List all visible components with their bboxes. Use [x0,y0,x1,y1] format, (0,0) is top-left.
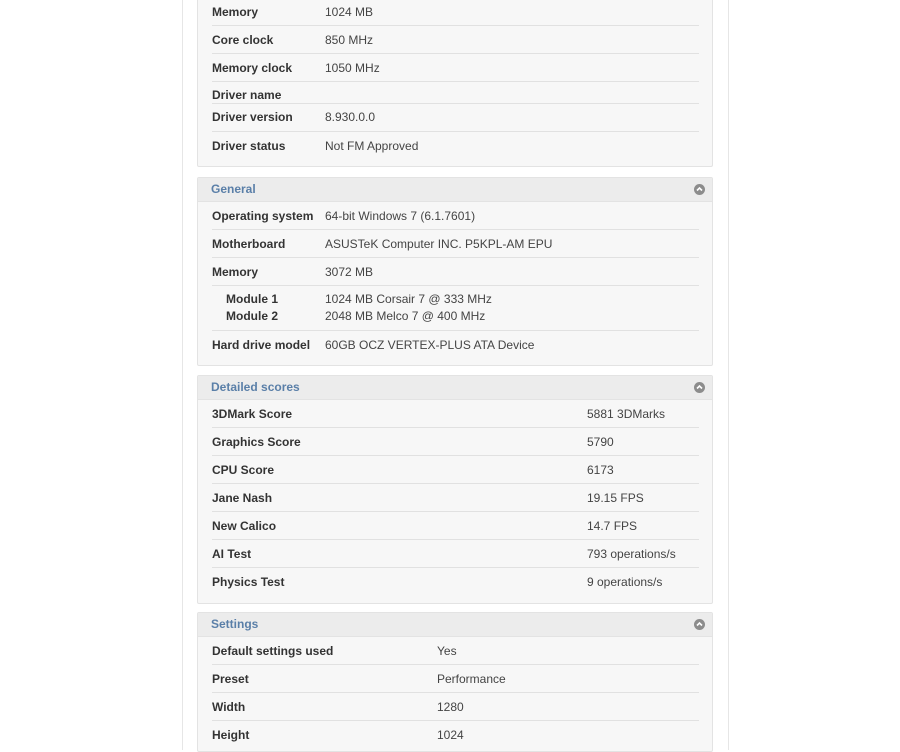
row-value: Not FM Approved [325,139,419,153]
setting-row-preset [212,665,699,693]
core-clock-row [212,26,699,54]
setting-label: Preset [212,672,249,686]
collapse-up-icon[interactable] [694,382,705,393]
module-1-value: 1024 MB Corsair 7 @ 333 MHz [325,292,492,306]
score-value: 14.7 FPS [587,519,638,533]
gpu-memory-row [212,0,699,26]
operating-system-row [212,202,699,230]
score-row-physics-test [212,568,699,596]
row-value: 60GB OCZ VERTEX-PLUS ATA Device [325,338,535,352]
setting-value: 1024 [437,728,464,742]
score-row-graphics [212,428,699,456]
driver-name-row [212,82,699,104]
panel-title: General [211,182,256,196]
score-row-jane-nash [212,484,699,512]
score-label: CPU Score [212,463,275,477]
memory-clock-row [212,54,699,82]
row-label: Memory clock [212,61,293,75]
score-label: Jane Nash [212,491,273,505]
score-label: 3DMark Score [212,407,293,421]
score-label: New Calico [212,519,277,533]
row-label: Motherboard [212,237,286,251]
module-1-label: Module 1 [226,292,279,306]
detailed-scores-panel-header[interactable] [198,376,712,400]
row-value: 64-bit Windows 7 (6.1.7601) [325,209,476,223]
setting-value: Performance [437,672,506,686]
detailed-scores-panel [197,375,713,604]
general-panel [197,177,713,366]
graphics-card-panel [197,0,713,167]
hard-drive-row [212,331,699,359]
results-page [182,0,729,750]
settings-panel-header[interactable] [198,613,712,637]
row-label: Driver name [212,88,282,102]
row-value: ASUSTeK Computer INC. P5KPL-AM EPU [325,237,553,251]
score-value: 19.15 FPS [587,491,644,505]
score-row-3dmark [212,400,699,428]
row-label: Hard drive model [212,338,311,352]
row-value: 1050 MHz [325,61,380,75]
setting-label: Default settings used [212,644,334,658]
general-panel-header[interactable] [198,178,712,202]
module-2-label: Module 2 [226,309,279,323]
score-value: 793 operations/s [587,547,676,561]
collapse-up-icon[interactable] [694,619,705,630]
row-value: 1024 MB [325,5,374,19]
setting-value: Yes [437,644,457,658]
setting-label: Width [212,700,246,714]
setting-row-default-settings [212,637,699,665]
row-value: 3072 MB [325,265,374,279]
settings-panel [197,612,713,752]
score-label: Physics Test [212,575,285,589]
row-label: Driver version [212,110,293,124]
driver-status-row [212,132,699,160]
score-row-cpu [212,456,699,484]
setting-row-width [212,693,699,721]
row-label: Memory [212,265,259,279]
row-value: 850 MHz [325,33,374,47]
setting-row-height [212,721,699,749]
score-value: 6173 [587,463,614,477]
row-label: Operating system [212,209,314,223]
panel-title: Detailed scores [211,380,300,394]
score-row-new-calico [212,512,699,540]
module-2-value: 2048 MB Melco 7 @ 400 MHz [325,309,486,323]
motherboard-row [212,230,699,258]
setting-value: 1280 [437,700,464,714]
row-label: Core clock [212,33,274,47]
row-label: Memory [212,5,259,19]
score-row-ai-test [212,540,699,568]
panel-title: Settings [211,617,259,631]
collapse-up-icon[interactable] [694,184,705,195]
score-value: 9 operations/s [587,575,663,589]
system-memory-row [212,258,699,286]
setting-label: Height [212,728,250,742]
driver-version-row [212,104,699,132]
score-label: AI Test [212,547,252,561]
row-value: 8.930.0.0 [325,110,376,124]
score-value: 5881 3DMarks [587,407,666,421]
row-label: Driver status [212,139,286,153]
memory-modules-row [212,286,699,331]
score-label: Graphics Score [212,435,301,449]
score-value: 5790 [587,435,614,449]
